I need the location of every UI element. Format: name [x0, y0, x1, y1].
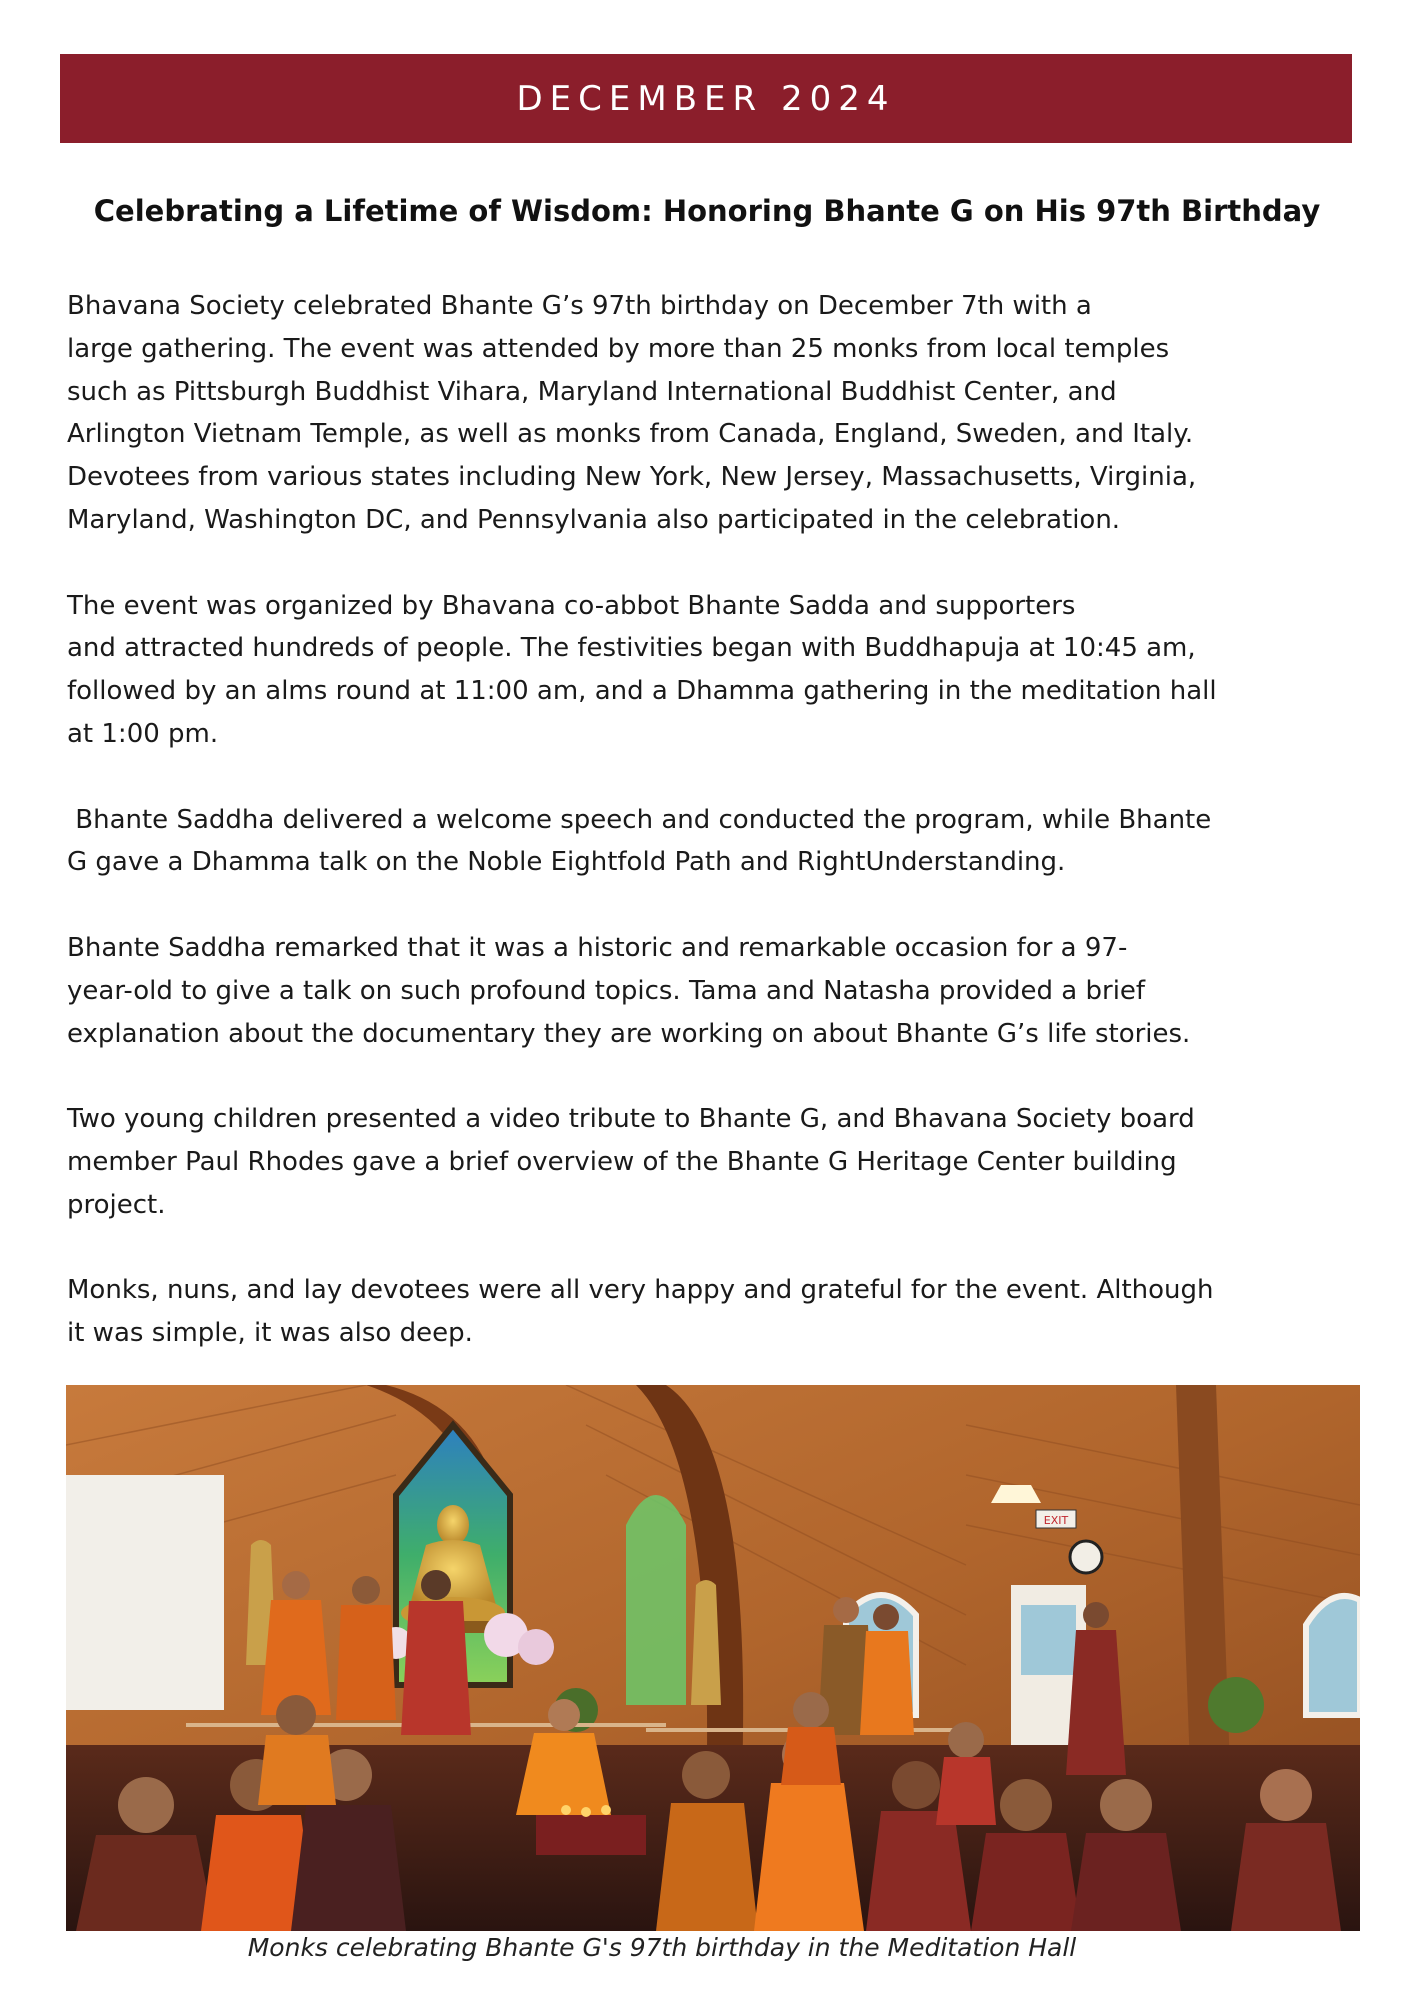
projection-screen	[66, 1475, 224, 1710]
meditation-hall-photo	[66, 1385, 1360, 1931]
text-line: Bhante Saddha delivered a welcome speech and conducted the program, while Bhante	[67, 804, 1212, 835]
paragraph	[67, 285, 1357, 542]
text-line: Two young children presented a video tribute to Bhante G, and Bhavana Society board	[67, 1104, 1195, 1135]
paragraph	[67, 1098, 1357, 1226]
text-line: such as Pittsburgh Buddhist Vihara, Maryland International Buddhist Center, and	[67, 376, 1117, 407]
photo-illustration	[66, 1385, 1360, 1931]
photo-caption: Monks celebrating Bhante G's 97th birthday in the Meditation Hall	[247, 1933, 1077, 1962]
text-line: Arlington Vietnam Temple, as well as monks from Canada, England, Sweden, and Italy.	[67, 419, 1194, 450]
door-window	[1021, 1605, 1076, 1675]
paragraph	[67, 1269, 1357, 1355]
text-line: Maryland, Washington DC, and Pennsylvania also participated in the celebration.	[67, 504, 1121, 535]
text-line: followed by an alms round at 11:00 am, and a Dhamma gathering in the meditation hall	[67, 676, 1217, 707]
text-line: large gathering. The event was attended by more than 25 monks from local temples	[67, 333, 1170, 364]
text-line: Bhante Saddha remarked that it was a historic and remarkable occasion for a 97-	[67, 932, 1128, 963]
arched-window	[1306, 1596, 1360, 1715]
paragraph	[67, 585, 1357, 756]
text-line: at 1:00 pm.	[67, 718, 219, 749]
text-line: project.	[67, 1189, 166, 1220]
exit-sign-label: EXIT	[1043, 1514, 1069, 1527]
text-line: Devotees from various states including New York, New Jersey, Massachusetts, Virginia,	[67, 462, 1197, 493]
text-line: G gave a Dhamma talk on the Noble Eightfold Path and RightUnderstanding.	[67, 847, 1066, 878]
standing-statue	[691, 1580, 721, 1705]
text-line: it was simple, it was also deep.	[67, 1318, 473, 1349]
text-line: The event was organized by Bhavana co-abbot Bhante Sadda and supporters	[67, 590, 1076, 621]
text-line: Bhavana Society celebrated Bhante G’s 97th birthday on December 7th with a	[67, 291, 1092, 321]
paragraph	[67, 799, 1357, 885]
wall-clock	[1070, 1541, 1102, 1573]
month-banner	[60, 54, 1352, 143]
text-line: and attracted hundreds of people. The festivities began with Buddhapuja at 10:45 am,	[67, 633, 1196, 664]
plant	[1208, 1677, 1264, 1733]
text-line: member Paul Rhodes gave a brief overview of the Bhante G Heritage Center building	[67, 1146, 1177, 1177]
month-label: DECEMBER 2024	[516, 78, 896, 119]
text-line: Monks, nuns, and lay devotees were all very happy and grateful for the event. Although	[67, 1275, 1214, 1306]
text-line: year-old to give a talk on such profound topics. Tama and Natasha provided a brief	[67, 975, 1146, 1006]
paragraph	[67, 927, 1357, 1055]
article-headline: Celebrating a Lifetime of Wisdom: Honoring Bhante G on His 97th Birthday	[93, 194, 1321, 228]
text-line: explanation about the documentary they are working on about Bhante G’s life stories.	[67, 1018, 1191, 1049]
article-body	[67, 285, 1357, 1398]
side-window	[626, 1495, 686, 1705]
